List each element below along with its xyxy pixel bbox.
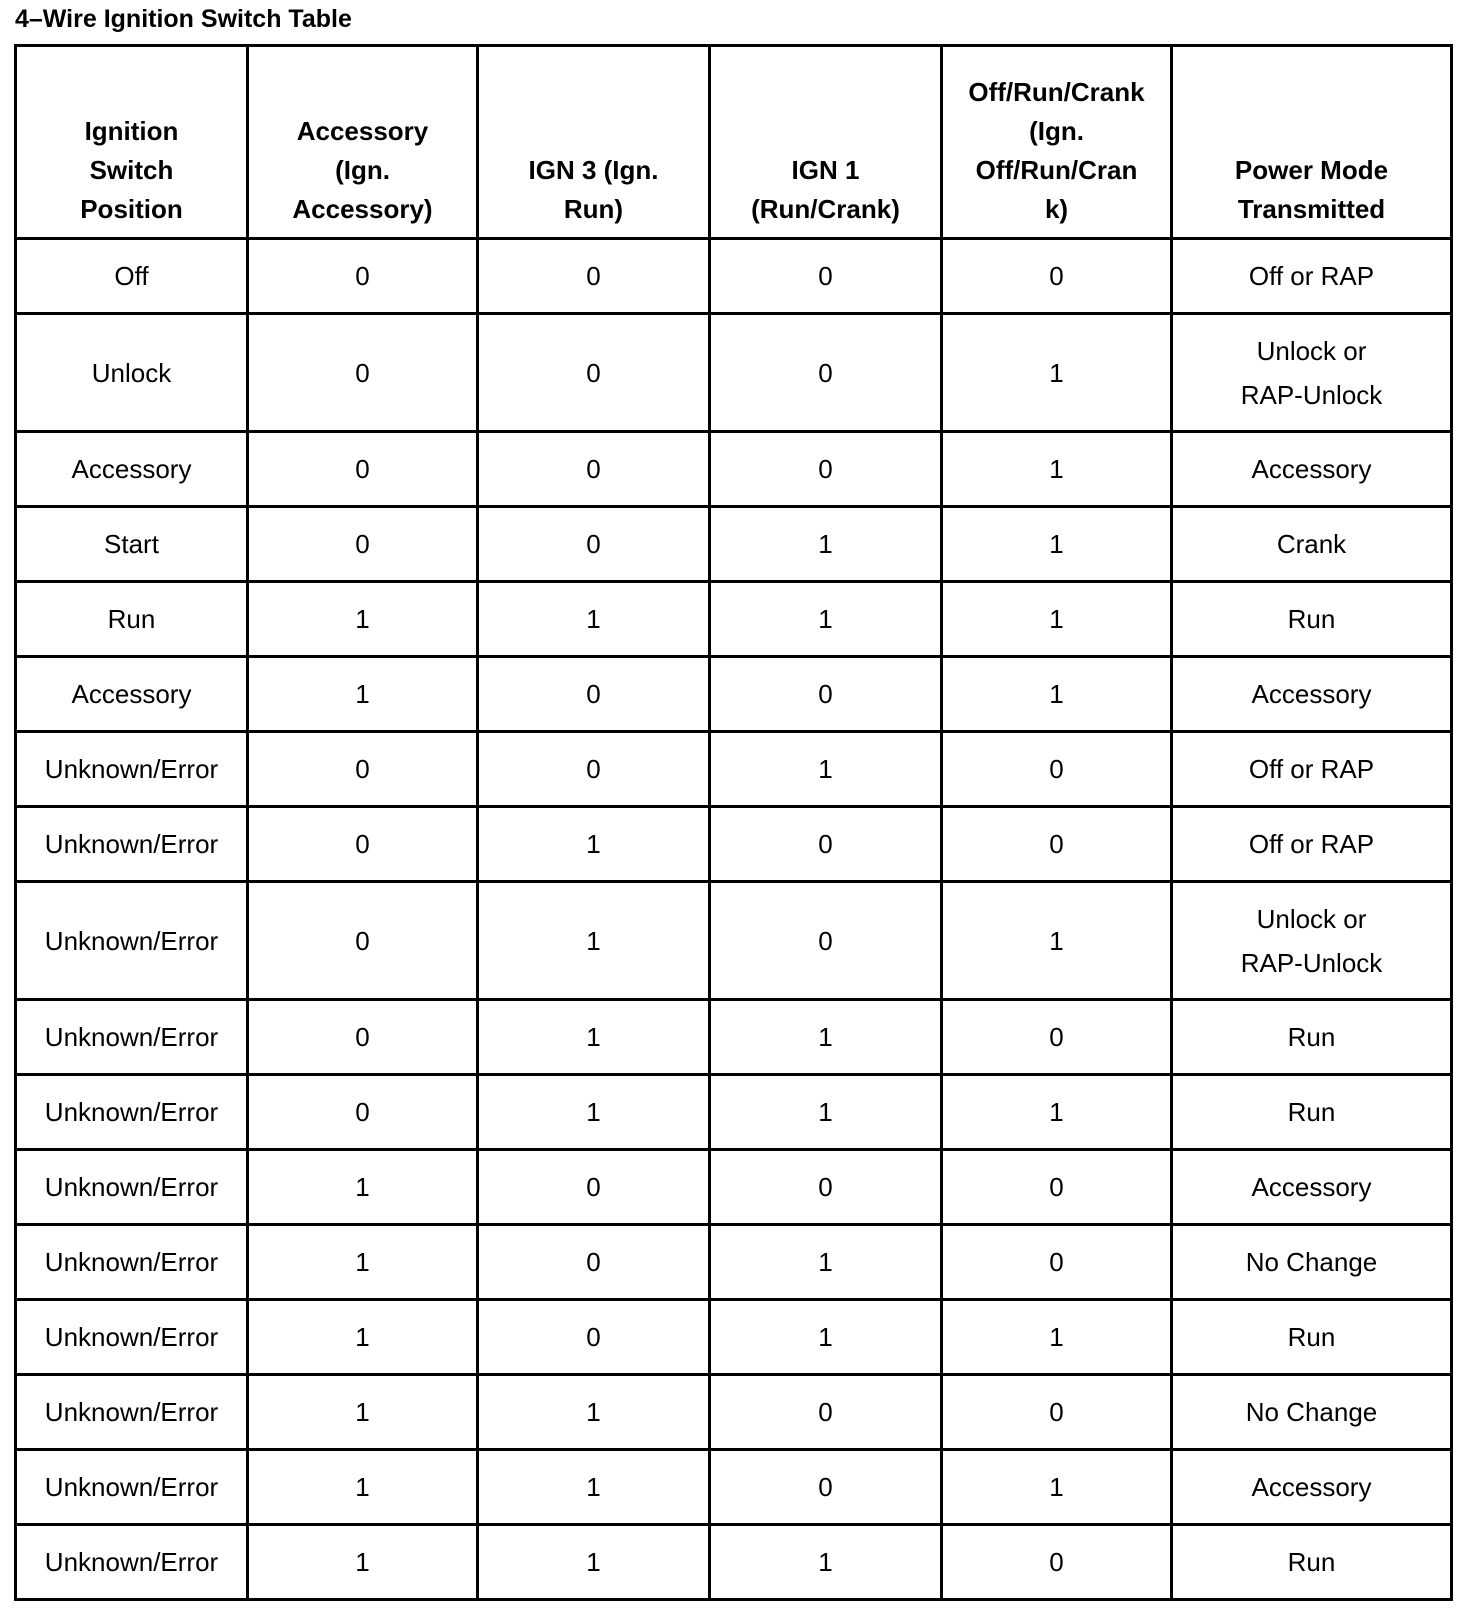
table-row xyxy=(16,1300,1452,1375)
cell-accessory: 0 xyxy=(248,732,478,807)
cell-off-run-crank: 1 xyxy=(942,507,1172,582)
cell-power-mode-transmitted xyxy=(1172,432,1452,507)
cell-off-run-crank: 1 xyxy=(942,582,1172,657)
power-mode-line: Crank xyxy=(1276,529,1347,559)
cell-ign3: 0 xyxy=(478,1150,710,1225)
cell-accessory: 0 xyxy=(248,1075,478,1150)
header-line: Switch xyxy=(89,155,174,185)
table-row xyxy=(16,732,1452,807)
cell-ign1: 1 xyxy=(710,1225,942,1300)
power-mode-line: RAP-Unlock xyxy=(1240,379,1383,410)
table-row xyxy=(16,1000,1452,1075)
cell-off-run-crank: 0 xyxy=(942,1225,1172,1300)
table-header-row xyxy=(16,46,1452,239)
cell-ign1: 0 xyxy=(710,1375,942,1450)
cell-ign3: 0 xyxy=(478,507,710,582)
table-row xyxy=(16,1225,1452,1300)
cell-power-mode-transmitted xyxy=(1172,1225,1452,1300)
cell-ign3: 0 xyxy=(478,432,710,507)
table-title: 4–Wire Ignition Switch Table xyxy=(15,5,352,33)
cell-ignition-switch-position: Unknown/Error xyxy=(16,1225,248,1300)
power-mode-line: Accessory xyxy=(1251,1172,1372,1202)
cell-ignition-switch-position: Unknown/Error xyxy=(16,1300,248,1375)
table-row xyxy=(16,882,1452,1000)
power-mode-line: Off or RAP xyxy=(1248,754,1375,784)
cell-accessory: 1 xyxy=(248,657,478,732)
cell-ign1: 1 xyxy=(710,1000,942,1075)
cell-ignition-switch-position: Run xyxy=(16,582,248,657)
cell-accessory: 0 xyxy=(248,507,478,582)
cell-off-run-crank: 1 xyxy=(942,1450,1172,1525)
table-row xyxy=(16,657,1452,732)
ignition-switch-table xyxy=(14,44,1453,1601)
power-mode-line: Run xyxy=(1287,604,1336,634)
cell-off-run-crank: 0 xyxy=(942,807,1172,882)
cell-power-mode-transmitted xyxy=(1172,1375,1452,1450)
cell-ign3: 0 xyxy=(478,314,710,432)
header-line: Ignition xyxy=(84,116,179,146)
header-off-run-crank xyxy=(942,46,1172,239)
table-row xyxy=(16,1375,1452,1450)
header-accessory xyxy=(248,46,478,239)
cell-power-mode-transmitted xyxy=(1172,1000,1452,1075)
cell-ignition-switch-position: Unknown/Error xyxy=(16,1450,248,1525)
header-line: Off/Run/Crank xyxy=(968,77,1145,107)
power-mode-line: No Change xyxy=(1245,1247,1378,1277)
cell-accessory: 0 xyxy=(248,314,478,432)
cell-ign3: 0 xyxy=(478,657,710,732)
power-mode-line: Unlock or xyxy=(1256,903,1367,934)
cell-off-run-crank: 0 xyxy=(942,1150,1172,1225)
cell-accessory: 1 xyxy=(248,1375,478,1450)
header-ignition-switch-position xyxy=(16,46,248,239)
cell-power-mode-transmitted xyxy=(1172,1525,1452,1600)
cell-ign3: 1 xyxy=(478,807,710,882)
power-mode-line: Run xyxy=(1287,1322,1336,1352)
cell-ign1: 0 xyxy=(710,657,942,732)
cell-power-mode-transmitted xyxy=(1172,807,1452,882)
power-mode-line: RAP-Unlock xyxy=(1240,947,1383,978)
cell-ign3: 0 xyxy=(478,1225,710,1300)
power-mode-line: Unlock or xyxy=(1256,335,1367,366)
header-ign3 xyxy=(478,46,710,239)
header-line: Run) xyxy=(563,194,624,224)
cell-off-run-crank: 1 xyxy=(942,657,1172,732)
cell-off-run-crank: 0 xyxy=(942,239,1172,314)
cell-ign3: 1 xyxy=(478,1000,710,1075)
cell-accessory: 0 xyxy=(248,1000,478,1075)
cell-accessory: 1 xyxy=(248,1300,478,1375)
cell-ignition-switch-position: Start xyxy=(16,507,248,582)
power-mode-line: Accessory xyxy=(1251,1472,1372,1502)
cell-ign3: 1 xyxy=(478,882,710,1000)
cell-ign1: 0 xyxy=(710,432,942,507)
header-line: Position xyxy=(80,194,183,224)
cell-off-run-crank: 1 xyxy=(942,1075,1172,1150)
table-body xyxy=(16,239,1452,1600)
header-line: IGN 1 xyxy=(791,155,860,185)
cell-off-run-crank: 0 xyxy=(942,1375,1172,1450)
header-line: Transmitted xyxy=(1237,194,1386,224)
table-row xyxy=(16,1525,1452,1600)
cell-power-mode-transmitted xyxy=(1172,1300,1452,1375)
power-mode-line: Off or RAP xyxy=(1248,261,1375,291)
cell-off-run-crank: 1 xyxy=(942,1300,1172,1375)
cell-ign3: 1 xyxy=(478,1450,710,1525)
cell-off-run-crank: 1 xyxy=(942,432,1172,507)
cell-ign3: 1 xyxy=(478,1525,710,1600)
cell-off-run-crank: 0 xyxy=(942,1000,1172,1075)
cell-ign1: 1 xyxy=(710,1525,942,1600)
cell-ign1: 0 xyxy=(710,239,942,314)
cell-ign3: 1 xyxy=(478,1075,710,1150)
table-row xyxy=(16,432,1452,507)
cell-ign1: 1 xyxy=(710,582,942,657)
cell-accessory: 1 xyxy=(248,1150,478,1225)
power-mode-line: Run xyxy=(1287,1547,1336,1577)
cell-ignition-switch-position: Accessory xyxy=(16,657,248,732)
header-line: Accessory) xyxy=(292,194,433,224)
cell-accessory: 0 xyxy=(248,239,478,314)
cell-ign3: 0 xyxy=(478,1300,710,1375)
cell-accessory: 1 xyxy=(248,1225,478,1300)
cell-ign1: 0 xyxy=(710,882,942,1000)
power-mode-line: Run xyxy=(1287,1022,1336,1052)
header-line: k) xyxy=(1044,194,1069,224)
cell-accessory: 0 xyxy=(248,807,478,882)
header-power-mode-transmitted xyxy=(1172,46,1452,239)
cell-off-run-crank: 0 xyxy=(942,1525,1172,1600)
cell-accessory: 0 xyxy=(248,882,478,1000)
cell-accessory: 1 xyxy=(248,1525,478,1600)
cell-ign3: 0 xyxy=(478,239,710,314)
cell-off-run-crank: 1 xyxy=(942,882,1172,1000)
cell-ign3: 1 xyxy=(478,582,710,657)
table-row xyxy=(16,507,1452,582)
cell-ign1: 1 xyxy=(710,1300,942,1375)
cell-power-mode-transmitted xyxy=(1172,882,1452,1000)
cell-ignition-switch-position: Unknown/Error xyxy=(16,1375,248,1450)
power-mode-line: Accessory xyxy=(1251,454,1372,484)
cell-power-mode-transmitted xyxy=(1172,732,1452,807)
header-ign1 xyxy=(710,46,942,239)
header-line: IGN 3 (Ign. xyxy=(528,155,659,185)
cell-ign1: 0 xyxy=(710,807,942,882)
cell-power-mode-transmitted xyxy=(1172,507,1452,582)
cell-ign1: 1 xyxy=(710,1075,942,1150)
cell-ign1: 0 xyxy=(710,1150,942,1225)
header-line: (Ign. xyxy=(335,155,390,185)
cell-ignition-switch-position: Unknown/Error xyxy=(16,807,248,882)
power-mode-line: Run xyxy=(1287,1097,1336,1127)
cell-accessory: 1 xyxy=(248,582,478,657)
power-mode-line: No Change xyxy=(1245,1397,1378,1427)
table-row xyxy=(16,1450,1452,1525)
cell-ign1: 1 xyxy=(710,732,942,807)
header-line: Accessory xyxy=(296,116,429,146)
power-mode-line: Off or RAP xyxy=(1248,829,1375,859)
cell-ign1: 1 xyxy=(710,507,942,582)
header-line: (Ign. xyxy=(1029,116,1084,146)
cell-ignition-switch-position: Unlock xyxy=(16,314,248,432)
cell-accessory: 1 xyxy=(248,1450,478,1525)
cell-ignition-switch-position: Unknown/Error xyxy=(16,1150,248,1225)
cell-power-mode-transmitted xyxy=(1172,1075,1452,1150)
cell-ignition-switch-position: Accessory xyxy=(16,432,248,507)
cell-ignition-switch-position: Unknown/Error xyxy=(16,882,248,1000)
cell-ignition-switch-position: Unknown/Error xyxy=(16,1000,248,1075)
cell-ign3: 0 xyxy=(478,732,710,807)
header-line: (Run/Crank) xyxy=(751,194,900,224)
cell-off-run-crank: 0 xyxy=(942,732,1172,807)
cell-accessory: 0 xyxy=(248,432,478,507)
cell-power-mode-transmitted xyxy=(1172,1450,1452,1525)
cell-ign1: 0 xyxy=(710,314,942,432)
cell-ignition-switch-position: Off xyxy=(16,239,248,314)
table-row xyxy=(16,807,1452,882)
cell-power-mode-transmitted xyxy=(1172,239,1452,314)
cell-ignition-switch-position: Unknown/Error xyxy=(16,732,248,807)
cell-power-mode-transmitted xyxy=(1172,1150,1452,1225)
cell-power-mode-transmitted xyxy=(1172,314,1452,432)
header-line: Off/Run/Cran xyxy=(975,155,1138,185)
header-line: Power Mode xyxy=(1234,155,1389,185)
cell-ign1: 0 xyxy=(710,1450,942,1525)
cell-ignition-switch-position: Unknown/Error xyxy=(16,1525,248,1600)
cell-power-mode-transmitted xyxy=(1172,657,1452,732)
power-mode-line: Accessory xyxy=(1251,679,1372,709)
table-row xyxy=(16,1075,1452,1150)
cell-ign3: 1 xyxy=(478,1375,710,1450)
cell-ignition-switch-position: Unknown/Error xyxy=(16,1075,248,1150)
table-row xyxy=(16,239,1452,314)
cell-off-run-crank: 1 xyxy=(942,314,1172,432)
table-row xyxy=(16,1150,1452,1225)
cell-power-mode-transmitted xyxy=(1172,582,1452,657)
table-row xyxy=(16,314,1452,432)
table-row xyxy=(16,582,1452,657)
